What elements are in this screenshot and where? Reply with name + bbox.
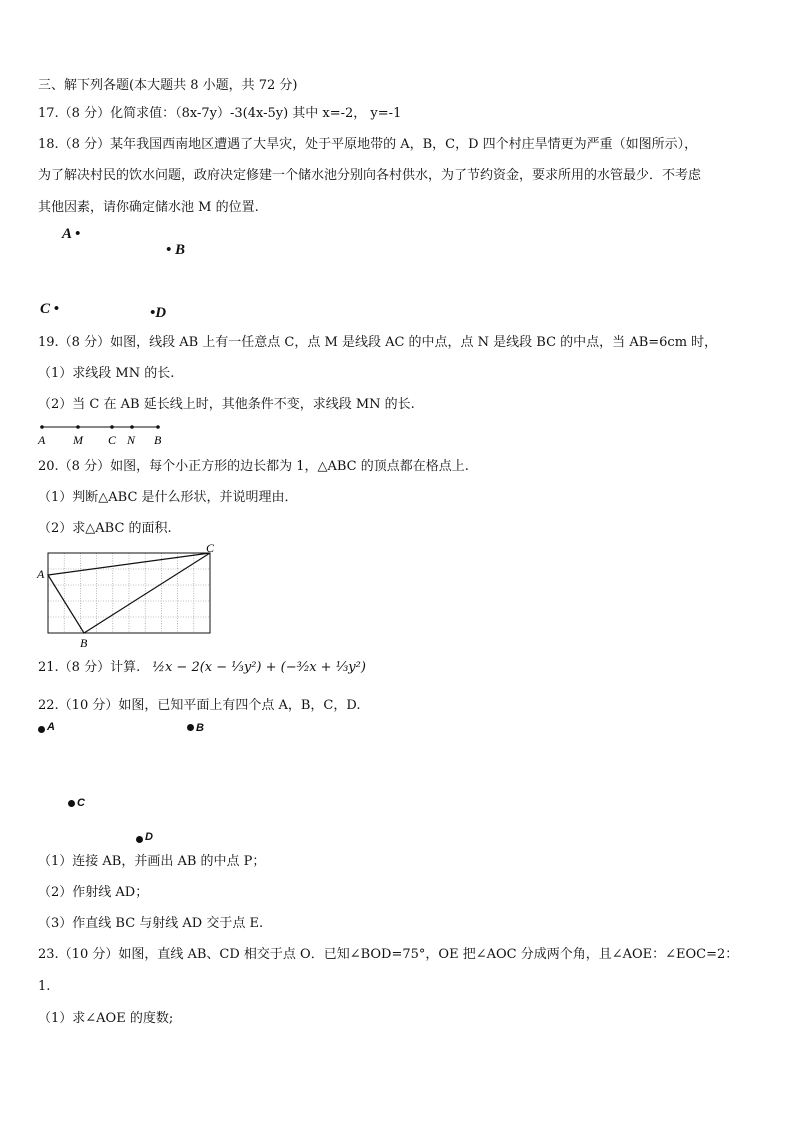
grid: [48, 553, 210, 633]
label-C: C: [108, 433, 117, 447]
q21-prefix: 21.（8 分）计算.: [38, 660, 141, 675]
q22-dot-D: [136, 836, 143, 843]
label-A: A: [38, 433, 46, 447]
question-23-line2: 1.: [38, 979, 51, 994]
question-22-sub1: （1）连接 AB，并画出 AB 的中点 P；: [38, 854, 266, 869]
label-B: B: [154, 433, 162, 447]
label-C: C: [206, 541, 215, 555]
question-17: 17.（8 分）化简求值：（8x-7y）-3(4x-5y) 其中 x=-2， y=-1: [38, 106, 402, 121]
label-N: N: [127, 433, 136, 447]
question-19-line1: 19.（8 分）如图，线段 AB 上有一任意点 C，点 M 是线段 AC 的中点，点 N 是线段 BC 的中点，当 AB=6cm 时，: [38, 335, 718, 350]
q21-expression: ½x − 2(x − ⅓y²) + (−³⁄₂x + ⅓y²): [152, 660, 366, 675]
q18-point-D: •D: [150, 305, 167, 321]
q19-segment-figure: [34, 420, 174, 448]
q22-label-C: C: [77, 797, 85, 809]
section-title: 三、解下列各题(本大题共 8 小题，共 72 分): [38, 78, 298, 93]
label-B: B: [80, 636, 88, 650]
q22-label-A: A: [47, 721, 55, 733]
question-18-line2: 为了解决村民的饮水问题，政府决定修建一个储水池分别向各村供水，为了节约资金，要求所用的水管最少．不考虑: [38, 168, 702, 183]
point-B: [156, 425, 160, 429]
question-18-line3: 其他因素，请你确定储水池 M 的位置.: [38, 200, 259, 215]
q20-grid-figure: [34, 540, 224, 652]
q18-point-C: C •: [40, 301, 60, 317]
question-19-sub1: （1）求线段 MN 的长.: [38, 366, 175, 381]
q22-label-D: D: [145, 831, 153, 843]
question-20-sub2: （2）求△ABC 的面积.: [38, 521, 172, 536]
q22-dot-A: [38, 726, 45, 733]
question-18-line1: 18.（8 分）某年我国西南地区遭遇了大旱灾，处于平原地带的 A，B，C，D 四个村庄旱情更为严重（如图所示），: [38, 137, 698, 152]
q22-dot-C: [68, 800, 75, 807]
q18-point-B: • B: [166, 242, 186, 258]
question-22-sub3: （3）作直线 BC 与射线 AD 交于点 E.: [38, 916, 264, 931]
point-A: [40, 425, 44, 429]
q22-label-B: B: [196, 722, 204, 734]
question-21: [38, 660, 366, 676]
label-A: A: [37, 567, 45, 581]
question-22-line1: 22.（10 分）如图，已知平面上有四个点 A，B，C，D.: [38, 698, 361, 713]
q22-dot-B: [187, 724, 194, 731]
point-C: [110, 425, 114, 429]
label-M: M: [73, 433, 83, 447]
question-22-sub2: （2）作射线 AD；: [38, 885, 149, 900]
question-23-sub1: （1）求∠AOE 的度数;: [38, 1011, 174, 1026]
question-19-sub2: （2）当 C 在 AB 延长线上时，其他条件不变，求线段 MN 的长.: [38, 397, 415, 412]
point-M: [76, 425, 80, 429]
point-N: [130, 425, 134, 429]
question-23-line1: 23.（10 分）如图，直线 AB、CD 相交于点 O．已知∠BOD=75°，OE 把∠AOC 分成两个角，且∠AOE：∠EOC=2：: [38, 947, 739, 962]
q18-point-A: A •: [62, 226, 81, 242]
question-20-line1: 20.（8 分）如图，每个小正方形的边长都为 1，△ABC 的顶点都在格点上.: [38, 459, 469, 474]
question-20-sub1: （1）判断△ABC 是什么形状，并说明理由．: [38, 490, 298, 505]
